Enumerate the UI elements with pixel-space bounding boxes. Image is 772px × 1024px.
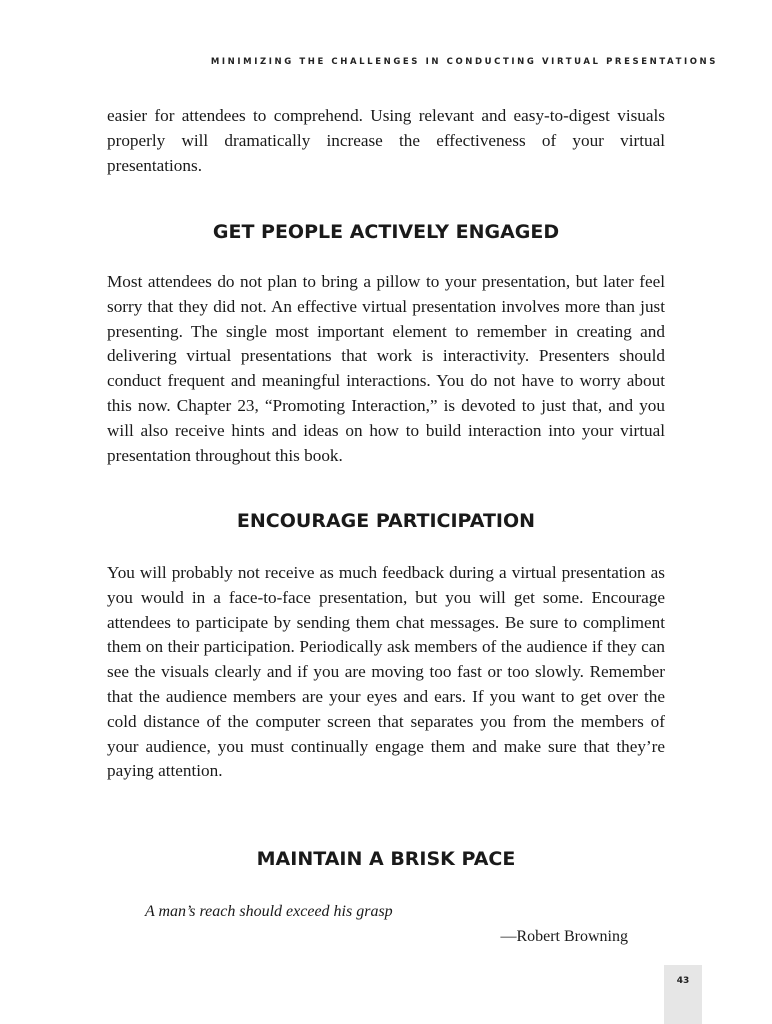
section-heading-brisk-pace: MAINTAIN A BRISK PACE [256,848,516,870]
section-heading-participation: ENCOURAGE PARTICIPATION [236,510,536,532]
page-number-tab [664,965,702,1024]
epigraph-quote: A man’s reach should exceed his grasp [145,903,393,920]
running-head: MINIMIZING THE CHALLENGES IN CONDUCTING VIRTUAL PRESENTATIONS [210,57,718,67]
section-heading-engaged: GET PEOPLE ACTIVELY ENGAGED [212,221,560,243]
section-body-engaged: Most attendees do not plan to bring a pillow to your presentation, but later feel sorry that they did not. An effective virtual presentation involves more than just presenting. The single most important element to remember in creating and delivering virtual presentations that work is interactivity. Presenters should conduct frequent and meaningful interactions. You do not have to worry about this now. Chapter 23, “Promoting Interaction,” is devoted to just that, and you will also receive hints and ideas on how to build interaction into your virtual presentation throughout this book. [107,272,665,465]
page-number: 43 [676,976,690,986]
intro-paragraph: easier for attendees to comprehend. Using relevant and easy-to-digest visuals properly will dramatically increase the effectiveness of your virtual presentations. [107,106,665,175]
epigraph-attribution: —Robert Browning [500,928,628,945]
section-body-participation: You will probably not receive as much feedback during a virtual presentation as you would in a face-to-face presentation, but you will get some. Encourage attendees to participate by sending them chat messages. Be sure to compliment them on their participation. Periodically ask members of the audience if they can see the visuals clearly and if you are moving too fast or too slowly. Remember that the audience members are your eyes and ears. If you want to get over the cold distance of the computer screen that separates you from the members of your audience, you must continually engage them and make sure that they’re paying attention. [107,563,665,781]
